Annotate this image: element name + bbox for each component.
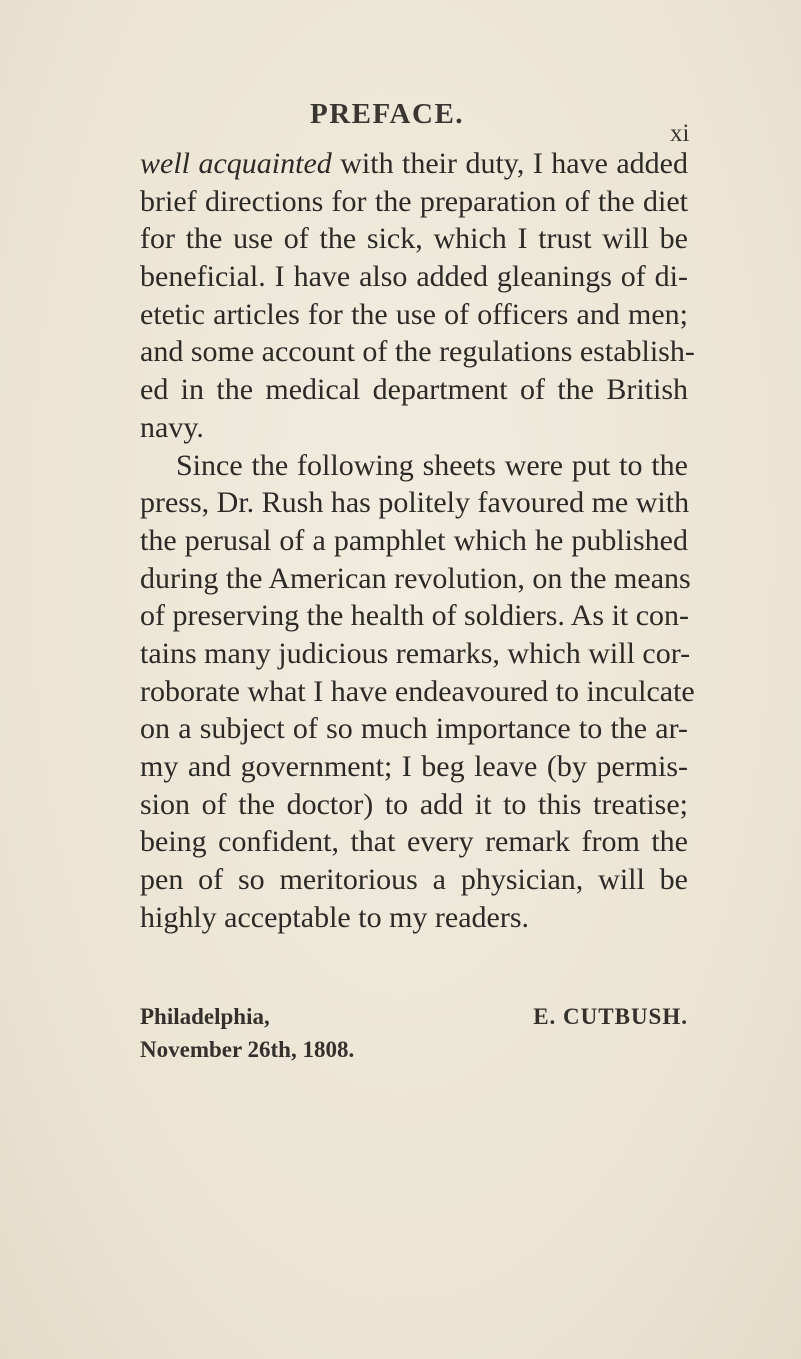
text-line: for the use of the sick, which I trust will be: [140, 222, 688, 256]
text-line: highly acceptable to my readers.: [140, 900, 530, 934]
text-line: of preserving the health of soldiers. As it con-: [140, 599, 690, 633]
text-line: press, Dr. Rush has politely favoured me with: [140, 486, 690, 520]
text-line: brief directions for the preparation of the diet: [140, 184, 688, 218]
text-line: roborate what I have endeavoured to inculcate: [140, 674, 695, 708]
line-text: with their duty, I have added: [331, 147, 689, 180]
text-line: and some account of the regulations establish-: [140, 335, 695, 369]
running-head: PREFACE.: [310, 98, 465, 130]
text-line: navy.: [140, 410, 204, 444]
text-line: during the American revolution, on the means: [140, 561, 691, 595]
text-line: [140, 145, 688, 183]
signature-author: E. CUTBUSH.: [533, 1004, 688, 1029]
preface-text: [140, 145, 695, 936]
signature-block: [140, 1000, 688, 1066]
text-line: sion of the doctor) to add it to this treatise;: [140, 787, 688, 821]
text-line: pen of so meritorious a physician, will be: [140, 863, 688, 897]
text-line: beneficial. I have also added gleanings of di-: [140, 260, 688, 294]
text-line: the perusal of a pamphlet which he published: [140, 523, 688, 557]
text-line: my and government; I beg leave (by permis-: [140, 750, 688, 783]
italic-phrase: well acquainted: [140, 147, 332, 180]
text-line: ed in the medical department of the British: [140, 373, 688, 407]
page-number: xi: [670, 120, 690, 147]
signature-date: November 26th, 1808.: [140, 1037, 355, 1062]
text-line: tains many judicious remarks, which will cor-: [140, 636, 691, 670]
signature-place: Philadelphia,: [140, 1004, 270, 1029]
text-line: on a subject of so much importance to the ar-: [140, 712, 688, 746]
text-line: etetic articles for the use of officers and men;: [140, 297, 688, 331]
text-line: being confident, that every remark from the: [140, 825, 688, 859]
signature-row: [140, 1000, 688, 1033]
paragraph-start-line: Since the following sheets were put to the: [176, 448, 688, 482]
